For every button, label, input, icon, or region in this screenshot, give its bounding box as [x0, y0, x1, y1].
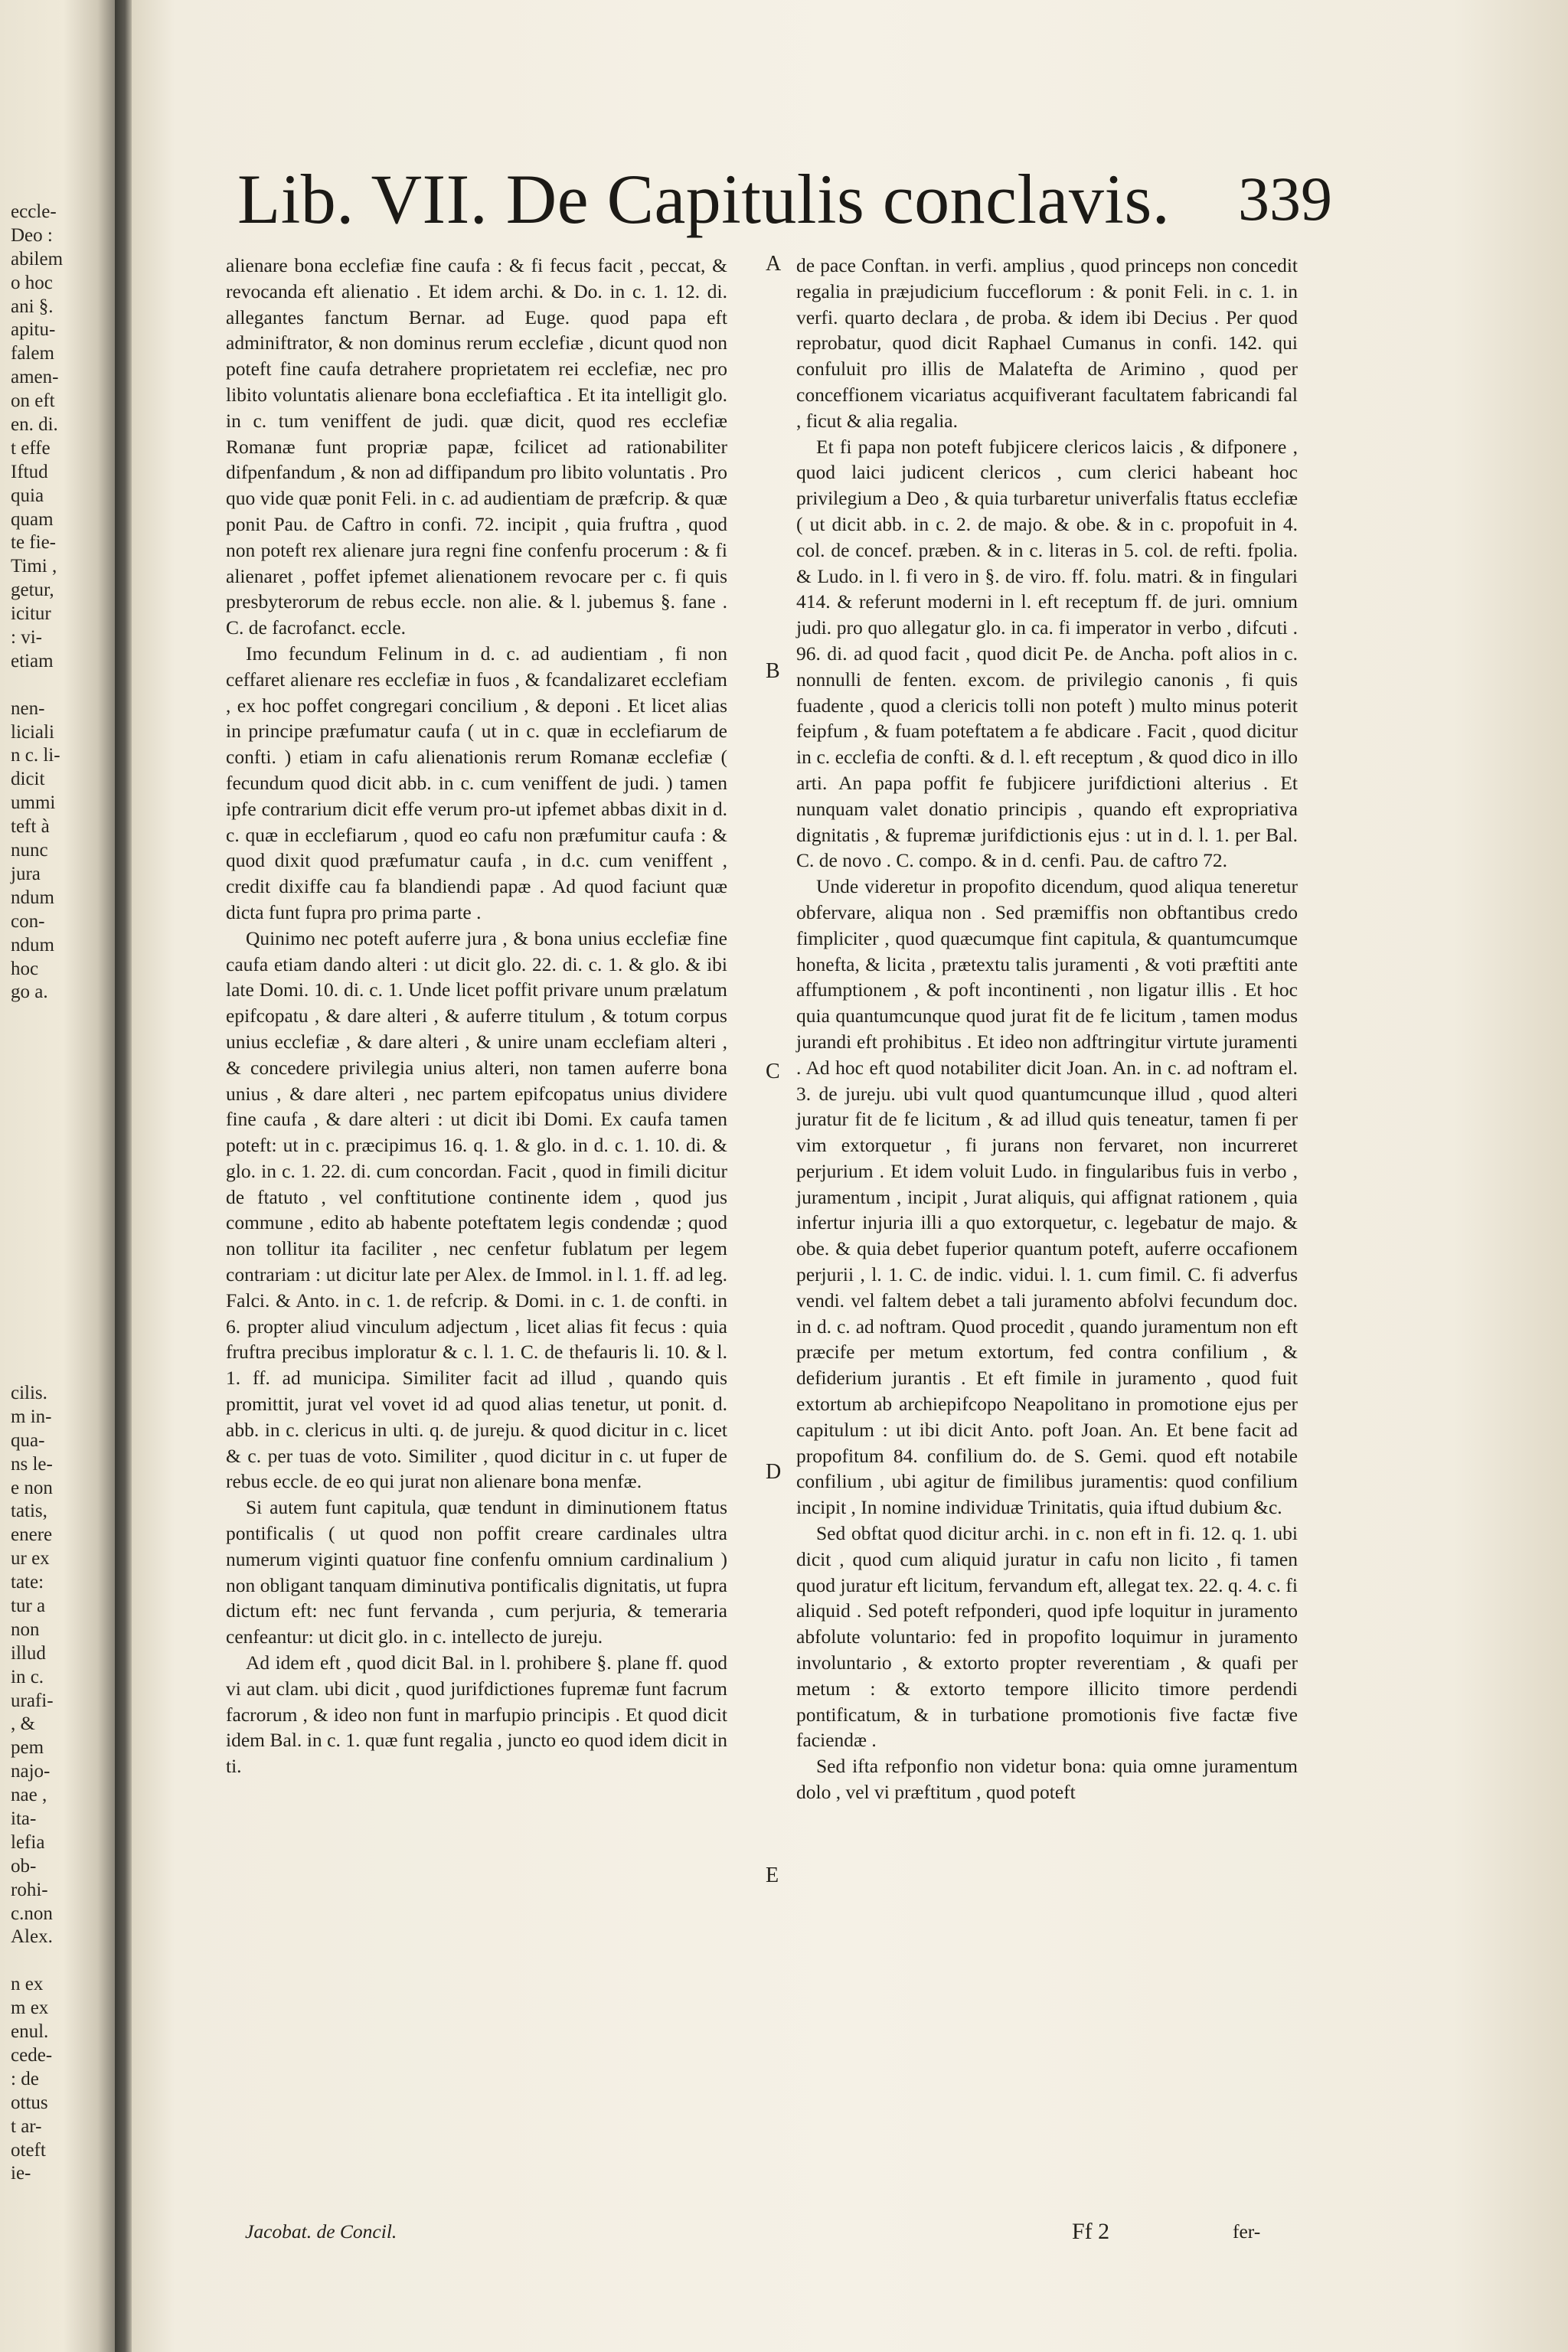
paragraph: de pace Conftan. in verfi. amplius , quod princeps non concedit regalia in præjudicium fucceflorum : & ponit Feli. in c. 1. in verfi. quarto declara , de proba. & idem ibi Decius . Per quod reprobatur, quod dicit Raphael Cumanus in confi. 142. qui confuluit pro illis de Malatefta de Arimino , quod per conceffionem vicariatus acquifiverant facultatem fabricandi fal , ficut & alia regalia. [796, 254, 1298, 432]
left-page-fragment-line: ie- [11, 2163, 31, 2184]
left-page-fragment-line: ani §. [11, 296, 54, 317]
left-page-fragment-line: non [11, 1619, 40, 1640]
running-title: Lib. VII. De Capitulis conclavis. [237, 160, 1171, 238]
left-page-fragment-line: lefia [11, 1831, 45, 1853]
paragraph: Si autem funt capitula, quæ tendunt in diminutionem ftatus pontificalis ( ut quod non poffit creare cardinales ultra numerum viginti quatuor fine confenfu omnium cardinalium ) non obligant tanquam diminutiva pontificalis dignitatis, ut fupra dictum eft: nec funt fervanda , cum perjuria, & temeraria cenfeantur: ut dicit glo. in c. intellecto de jureju. [226, 1496, 727, 1648]
left-page-fragment-line: t effe [11, 437, 51, 459]
margin-marker-c: C [766, 1060, 780, 1083]
left-page-fragment-line: ur ex [11, 1548, 50, 1570]
paragraph: Quinimo nec poteft auferre jura , & bona unius ecclefiæ fine caufa etiam dando alteri : ut dicit glo. 22. di. c. 1. & glo. & ibi late Domi. 10. di. c. 1. Unde licet poffit privare unum prælatum epifcopatu , & dare alteri , & auferre titulum , & totum corpus unius ecclefiæ , & dare alteri , & unire unam ecclefiam alteri , & concedere privilegia unius alteri, non tamen auferre bona unius , & dare alteri , nec partem epifcopatus unius dividere fine caufa , & dare alteri : ut dicit ibi Domi. Ex caufa tamen poteft: ut in c. præcipimus 16. q. 1. & glo. in d. c. 1. 10. di. & glo. in c. 1. 22. di. cum concordan. Facit , quod in fimili dicitur de ftatuto , vel conftitutione continente idem , quod jus commune , edito ab habente poteftatem legis condendæ ; quod non tollitur ita faciliter , nec cenfetur fublatum per legem contrariam : ut dicitur late per Alex. de Immol. in l. 1. ff. ad leg. Falci. & Anto. in c. 1. de refcrip. & Domi. in c. 1. de confti. in 6. propter aliud vinculum adjectum , licet alias fit fecus : quia fruftra precibus imploratur & c. l. 1. C. de thefauris li. 10. & l. 1. ff. ad municipa. Similiter facit ad illud , quando quis promittit, jurat vel vovet id ad quod alias tenetur, ut ponit. d. abb. in c. clericus in ulti. q. de jureju. & quod dicitur in c. licet & c. per tuas de voto. Similiter , quod dicitur in c. ut fuper de rebus eccle. de eo qui jurat non alienare bona menfæ. [226, 926, 727, 1493]
left-page-fragment-line: con- [11, 910, 45, 932]
left-page-fragment-line: etiam [11, 650, 54, 671]
left-page-fragment-line: teft à [11, 816, 50, 838]
left-page-fragment-line: m in- [11, 1406, 52, 1427]
left-page-fragment-line: ummi [11, 792, 56, 814]
left-page-fragment-line: ndum [11, 887, 54, 908]
left-page-fragment-line: cede- [11, 2044, 53, 2066]
left-page-fragment-line: tatis, [11, 1501, 47, 1522]
left-page-fragment-line: m ex [11, 1998, 49, 2019]
left-page-fragment-line: e non [11, 1477, 53, 1498]
left-page-fragments-upper [11, 201, 110, 1004]
left-page-fragment-line: tate: [11, 1572, 44, 1593]
left-page-fragment-line: icitur [11, 603, 51, 625]
left-page-fragment-line: urafi- [11, 1690, 54, 1711]
left-page-fragment-line: abilem [11, 248, 64, 270]
paragraph: Ad idem eft , quod dicit Bal. in l. prohibere §. plane ff. quod vi aut clam. ubi dicit , quod jurifdictiones fupremæ funt facrum facrorum , & ideo non funt in marfupio principis . Et quod dicit idem Bal. in c. 1. quæ funt regalia , juncto eo quod idem dicit in ti. [226, 1651, 727, 1778]
left-page-fragment-line: Deo : [11, 224, 53, 246]
left-page-fragment-line: enul. [11, 2021, 49, 2043]
left-page-fragment-line: najo- [11, 1761, 51, 1782]
left-page-fragment-line: cilis. [11, 1383, 47, 1403]
left-page-fragment-line: o hoc [11, 272, 53, 293]
left-page-fragment-line: c.non [11, 1903, 53, 1924]
left-page-fragment-line: apitu- [11, 319, 56, 341]
left-page-fragment-line: jura [11, 863, 41, 884]
margin-marker-b: B [766, 659, 780, 683]
left-page-fragment-line: amen- [11, 367, 59, 388]
left-page-fragment-line: oteft [11, 2139, 46, 2161]
paragraph: Et fi papa non poteft fubjicere clericos laicis , & difponere , quod laici judicent clericos , cum clerici habeant hoc privilegium a Deo , & quia turbaretur univerfalis ftatus ecclefiæ ( ut dicit abb. in c. 2. de majo. & obe. & in c. propofuit in 4. col. de concef. præben. & in c. literas in 5. col. de refti. fpolia. & Ludo. in l. fi vero in §. de viro. ff. folu. matri. & in fingulari 414. & referunt moderni in l. eft receptum ff. de juri. omnium judi. pro quo allegatur glo. in ca. fi imperator in verbo , difcuti . 96. di. ad quod facit , quod dicit Pe. de Ancha. poft alios in c. nonnulli de fenten. excom. de privilegio canonis , fi quis fuadente , quod a clericis tolli non poteft ) multo minus poterit feipfum , & fuam poteftatem a fe abdicare . Facit , quod dicitur in c. ecclefia de confti. & d. l. eft receptum , & quod dico in illo arti. An papa poffit fe fubjicere jurifdictioni alterius . Et nunquam valet donatio principis , quando eft expropriativa dignitatis , & fupremæ jurifdictionis ejus : ut in d. l. 1. per Bal. C. de novo . C. compo. & in d. cenfi. Pau. de caftro 72. [796, 435, 1298, 872]
left-page-fragment-line: dicit [11, 769, 45, 790]
left-page-fragment-line: enere [11, 1524, 53, 1546]
paragraph: Sed ifta refponfio non videtur bona: quia omne juramentum dolo , vel vi præftitum , quod poteft [796, 1755, 1298, 1804]
left-page-fragment-line: rohi- [11, 1879, 48, 1900]
signature-mark: Ff 2 [1072, 2219, 1110, 2244]
paragraph: alienare bona ecclefiæ fine caufa : & fi fecus facit , peccat, & revocanda eft alienatio . Et idem archi. & Do. in c. 1. 12. di. allegantes fanctum Bernar. ad Euge. quod papa eft adminiftrator, & non dominus rerum ecclefiæ , dicunt quod non poteft fine caufa detrahere proprietatem rei ecclefiæ, nec pro libito voluntatis alienare bona ecclefiaftica . Et ita intelligit glo. in c. tum veniffent de judi. quæ dicit, quod res ecclefiæ Romanæ funt propriæ papæ, fcilicet ad rationabiliter difpenfandum , & non ad diffipandum pro libito voluntatis . Pro quo vide quæ ponit Feli. in c. ad audientiam de præfcrip. & quæ ponit Pau. de Caftro in confi. 72. incipit , quia fruftra , quod non poteft rex alienare jura regni fine confenfu procerum : & fi alienaret , poffet ipfemet alienationem revocare per c. fi quis presbyterorum de rebus eccle. non alie. & l. jubemus §. fane . C. de facrofanct. eccle. [226, 254, 727, 639]
left-page-fragment-line: , & [11, 1713, 35, 1735]
left-page-fragment-line: pem [11, 1737, 44, 1759]
left-page-fragment-line: getur, [11, 580, 54, 601]
left-page-fragment-line: t ar- [11, 2115, 42, 2137]
left-page-fragment-line: ndum [11, 934, 54, 956]
paragraph: Unde videretur in propofito dicendum, quod aliqua teneretur obfervare, aliqua non . Sed præmiffis non obftantibus credo fimpliciter , quod quæcumque fint capitula, & quantumcumque honefta, & licita , prætextu talis juramenti , & voti præftiti ante affumptionem , & poft incontinenti , non ligatur illis . Et hoc quia quantumcunque quod jurat fit de fe licitum , tamen modus jurandi eft prohibitus . Et ideo non adftringitur virtute juramenti . Ad hoc eft quod notabiliter dicit Joan. An. in c. ad noftram el. 3. de jureju. ubi vult quod quantumcunque illud , quod alteri juratur fit de fe licitum , & ad illud quis teneatur, tamen fi per vim extorquetur , fi jurans non fervaret, non incurreret perjurium . Et idem voluit Ludo. in fingularibus fuis in verbo , juramentum , incipit , Jurat aliquis, qui affignat rationem , quia infertur injuria illi a quo extorquetur, c. legebatur de majo. & obe. & quia debet fuperior quantum poteft, auferre occafionem perjurii , l. 1. C. de indic. vidui. l. 1. cum fimil. C. fi adverfus vendi. vel faltem debet a tali juramento abfolvi fecundum doc. in d. c. ad noftram. Quod procedit , quando juramentum non eft præcife per metum extortum, fed contra confilium , & defiderium jurantis . Et eft fimile in juramento , quod fuit extortum ab archiepifcopo Neapolitano in promotione ejus per capitulum : ut ibi dicit Anto. poft Joan. An. Et bene facit ad propofitum 84. confilium do. de S. Gemi. quod eft notabile confilium , ubi agitur de fimilibus juramentis: quod confilium incipit , In nomine individuæ Trinitatis, quia iftud dubium &c. [796, 875, 1298, 1519]
left-page-fragment-line: liciali [11, 721, 54, 743]
left-page-fragment-line: n c. li- [11, 745, 60, 766]
left-page-fragment-line: ob- [11, 1855, 37, 1877]
paragraph: Imo fecundum Felinum in d. c. ad audientiam , fi non ceffaret alienare res ecclefiæ in fuos , & fcandalizaret ecclefiam , ex hoc poffet congregari concilium , & deponi . Et licet alias in principe præfumatur caufa ( ut in c. quæ in ecclefiarum de confti. ) etiam in cafu alienationis rerum Romanæ ecclefiæ ( fecundum quod dicit abb. in c. cum veniffent de judi. ) tamen ipfe contrarium dicit effe verum pro-ut ipfemet abbas dixit in d. c. quæ in ecclefiarum , quod eo cafu non præfumitur caufa : & quod dixit quod præfumatur caufa , in d.c. cum veniffent , credit dixiffe cau fa blandiendi papæ . Ad quod faciunt quæ dicta funt fupra pro prima parte . [226, 642, 727, 923]
left-page-fragment-line: : vi- [11, 627, 42, 648]
catchword: fer- [1233, 2220, 1261, 2243]
left-page-fragment-line: Timi , [11, 556, 57, 577]
left-page-fragment-line: tur a [11, 1596, 46, 1617]
left-page-fragment-line [11, 674, 110, 697]
left-page-fragment-line: ita- [11, 1808, 37, 1830]
left-page-fragment-line: Alex. [11, 1926, 53, 1948]
left-page-fragment-line: on eft [11, 390, 55, 412]
left-page-fragment-line: go a. [11, 982, 48, 1003]
page-number: 339 [1238, 164, 1332, 234]
left-page-fragment-line: in c. [11, 1666, 44, 1687]
left-page-fragment-line: ecclе- [11, 201, 57, 222]
left-page-fragment-line: en. di. [11, 414, 58, 436]
left-page-fragment-line: n ex [11, 1974, 44, 1995]
left-page-fragment-line [11, 1949, 110, 1973]
left-page-fragment-line: quam [11, 508, 54, 530]
margin-marker-e: E [766, 1864, 779, 1887]
left-page-fragment-line: ns le- [11, 1453, 53, 1475]
footer-left-catchline: Jacobat. de Concil. [245, 2220, 397, 2243]
book-gutter [115, 0, 132, 2352]
paragraph: Sed obftat quod dicitur archi. in c. non eft in fi. 12. q. 1. ubi dicit , quod cum aliquid juratur in cafu non licito , fi tamen quod juratur eft licitum, fervandum eft, allegat tex. 22. q. 4. c. fi aliquid . Sed poteft refponderi, quod ipfe loquitur in juramento abfolute voluntario: fed in propofito loquimur in juramento involuntario , & extorto propter reverentiam , & quafi per metum : & extorto tempore illicito timore perdendi pontificatum, & in turbatione promotionis five factæ five faciendæ . [796, 1522, 1298, 1752]
margin-marker-a: A [766, 252, 782, 276]
left-page-fragment-line: illud [11, 1642, 46, 1664]
right-column [796, 253, 1298, 1805]
left-page-fragment-line: nunc [11, 840, 48, 861]
left-page-edge [0, 0, 115, 2352]
left-column [226, 253, 727, 1779]
left-page-fragment-line: quа- [11, 1429, 45, 1451]
left-page-fragment-line: : de [11, 2068, 39, 2089]
left-page-fragment-line: falem [11, 343, 54, 364]
left-page-fragment-line: hoc [11, 958, 39, 979]
left-page-fragment-line: quia [11, 485, 44, 506]
running-header [237, 157, 1332, 241]
left-page-fragment-line: nen- [11, 697, 45, 719]
left-page-fragment-line: ottus [11, 2092, 48, 2113]
left-page-fragments-lower [11, 1382, 110, 2186]
left-page-fragment-line: nae , [11, 1785, 47, 1806]
margin-marker-d: D [766, 1460, 782, 1484]
left-page-fragment-line: Iftud [11, 461, 48, 482]
left-page-fragment-line: te fie- [11, 532, 56, 554]
